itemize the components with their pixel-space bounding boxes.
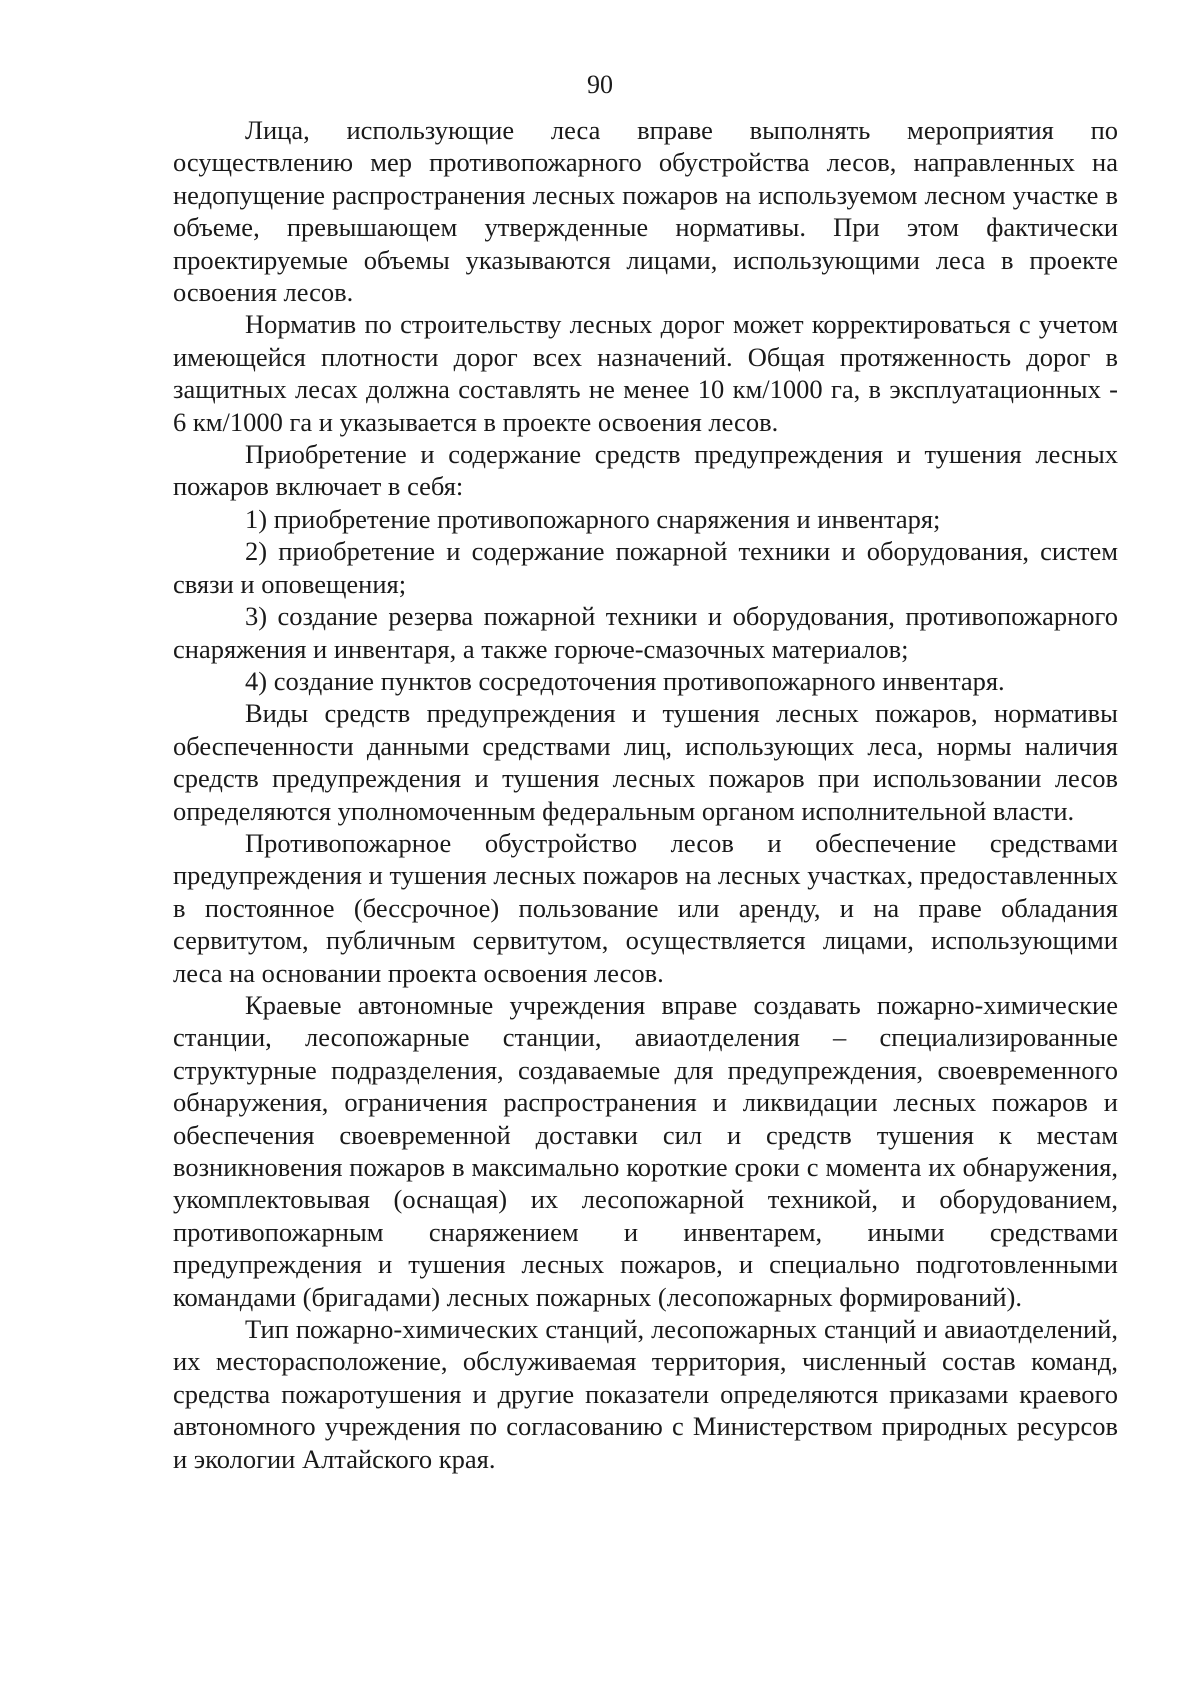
paragraph-fire-arrangement: Противопожарное обустройство лесов и обеспечение средствами предупреждения и тушения лесных пожаров на лесных участках, предоставленных в постоянное (бессрочное) пользование или аренду, и на праве обладания сервитутом, публичным сервитутом, осуществляется лицами, использующими леса на основании проекта освоения лесов.	[173, 827, 1118, 988]
page-number: 90	[587, 70, 613, 99]
paragraph-station-types: Тип пожарно-химических станций, лесопожарных станций и авиаотделений, их месторасположение, обслуживаемая территория, численный состав команд, средства пожаротушения и другие показатели определяются приказами краевого автономного учреждения по согласованию с Министерством природных ресурсов и экологии Алтайского края.	[173, 1314, 1118, 1474]
list-item-4: 4) создание пунктов сосредоточения противопожарного инвентаря.	[245, 665, 1005, 696]
paragraph-means-types: Виды средств предупреждения и тушения лесных пожаров, нормативы обеспеченности данными средствами лиц, использующих леса, нормы наличия средств предупреждения и тушения лесных пожаров при использовании лесов определяются уполномоченным федеральным органом исполнительной власти.	[173, 698, 1118, 826]
list-item-2: 2) приобретение и содержание пожарной техники и оборудования, систем связи и оповещения;	[173, 536, 1118, 599]
list-item-1: 1) приобретение противопожарного снаряжения и инвентаря;	[245, 503, 941, 534]
document-body	[173, 114, 1118, 1475]
paragraph-road-norms: Норматив по строительству лесных дорог может корректироваться с учетом имеющейся плотности дорог всех назначений. Общая протяженность дорог в защитных лесах должна составлять не менее 10 км/1000 га, в эксплуатационных - 6 км/1000 га и указывается в проекте освоения лесов.	[173, 309, 1118, 437]
paragraph-autonomous-institutions: Краевые автономные учреждения вправе создавать пожарно-химические станции, лесопожарные станции, авиаотделения – специализированные структурные подразделения, создаваемые для предупреждения, своевременного обнаружения, ограничения распространения и ликвидации лесных пожаров и обеспечения своевременной доставки сил и средств тушения к местам возникновения пожаров в максимально короткие сроки с момента их обнаружения, укомплектовывая (оснащая) их лесопожарной техникой, и оборудованием, противопожарным снаряжением и инвентарем, иными средствами предупреждения и тушения лесных пожаров, и специально подготовленными командами (бригадами) лесных пожарных (лесопожарных формирований).	[173, 989, 1118, 1312]
list-item-3: 3) создание резерва пожарной техники и оборудования, противопожарного снаряжения и инвентаря, а также горюче-смазочных материалов;	[173, 601, 1118, 664]
paragraph-means-acquisition: Приобретение и содержание средств предупреждения и тушения лесных пожаров включает в себя:	[173, 439, 1118, 502]
paragraph-forest-users-measures: Лица, использующие леса вправе выполнять мероприятия по осуществлению мер противопожарного обустройства лесов, направленных на недопущение распространения лесных пожаров на используемом лесном участке в объеме, превышающем утвержденные нормативы. При этом фактически проектируемые объемы указываются лицами, использующими леса в проекте освоения лесов.	[173, 115, 1118, 308]
